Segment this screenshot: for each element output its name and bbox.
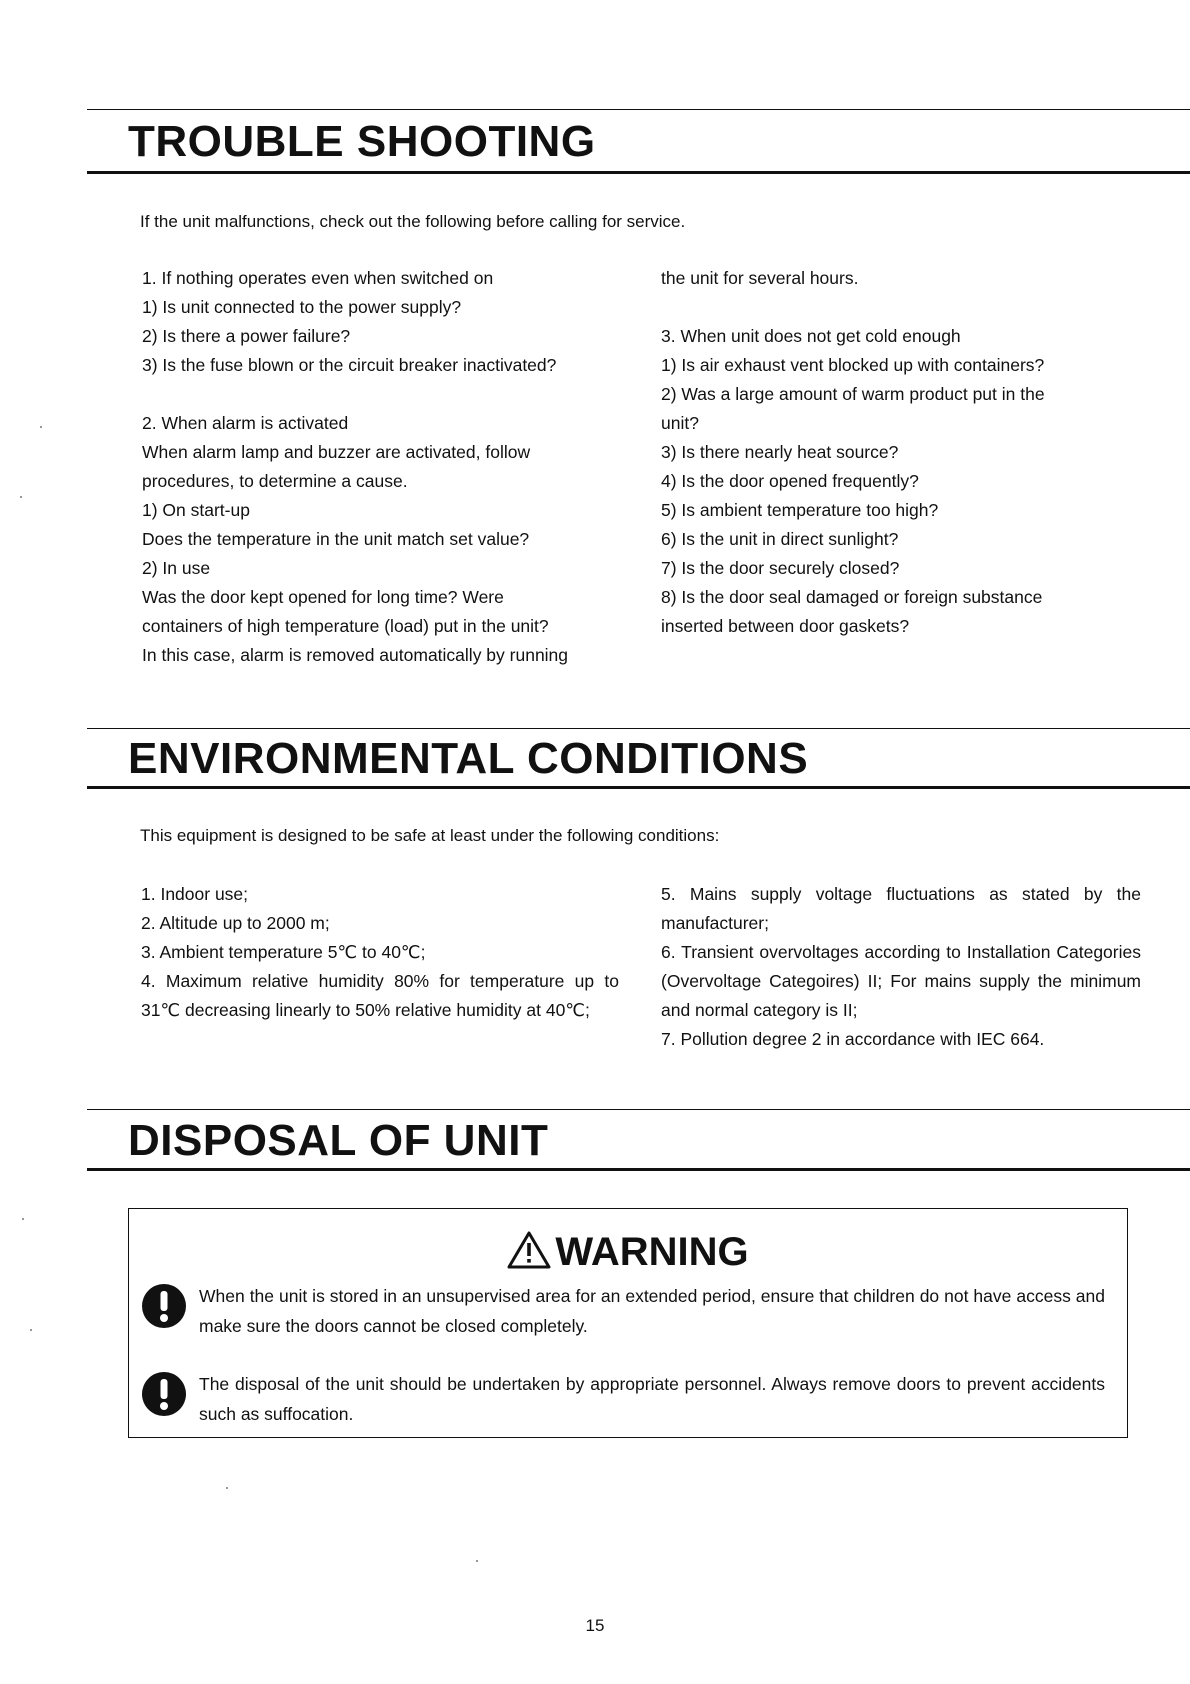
trouble-line: In this case, alarm is removed automatically by running <box>142 645 569 665</box>
trouble-top-rule <box>87 109 1190 110</box>
condition-item: 5. Mains supply voltage fluctuations as stated by the manufacturer; <box>661 884 1141 933</box>
page-number: 15 <box>585 1616 605 1635</box>
trouble-line: Was the door kept opened for long time? Were <box>142 587 504 607</box>
trouble-line: 4) Is the door opened frequently? <box>661 471 919 491</box>
condition-item: 6. Transient overvoltages according to Installation Categories (Overvoltage Categoires) II; For mains supply the minimum and normal category is II; <box>661 942 1141 1020</box>
trouble-line: Does the temperature in the unit match set value? <box>142 529 530 549</box>
environment-left-column <box>141 880 619 1025</box>
exclamation-icon <box>141 1371 187 1417</box>
environment-intro: This equipment is designed to be safe at least under the following conditions: <box>140 826 720 845</box>
condition-item: 1. Indoor use; <box>141 884 249 904</box>
warning-heading <box>129 1231 1127 1272</box>
condition-item: 2. Altitude up to 2000 m; <box>141 913 330 933</box>
trouble-line: 1) Is unit connected to the power supply? <box>142 297 462 317</box>
environment-right-column <box>661 880 1141 1054</box>
warning-item <box>141 1369 1105 1429</box>
scan-speck <box>40 426 42 428</box>
trouble-line: 1) On start-up <box>142 500 250 520</box>
condition-item: 3. Ambient temperature 5℃ to 40℃; <box>141 942 426 962</box>
trouble-line: 1. If nothing operates even when switched on <box>142 268 494 288</box>
trouble-line: 5) Is ambient temperature too high? <box>661 500 939 520</box>
trouble-line: 3) Is the fuse blown or the circuit breaker inactivated? <box>142 355 557 375</box>
disposal-bottom-rule <box>87 1168 1190 1171</box>
environmental-conditions-heading: ENVIRONMENTAL CONDITIONS <box>128 734 809 783</box>
trouble-bottom-rule <box>87 171 1190 174</box>
scan-speck <box>22 1218 24 1220</box>
warning-title: WARNING <box>555 1230 749 1274</box>
trouble-line: 1) Is air exhaust vent blocked up with containers? <box>661 355 1045 375</box>
trouble-line: 7) Is the door securely closed? <box>661 558 900 578</box>
trouble-right-column <box>661 264 1141 641</box>
exclamation-icon <box>141 1283 187 1329</box>
trouble-line: unit? <box>661 413 699 433</box>
trouble-line: 3) Is there nearly heat source? <box>661 442 899 462</box>
warning-text: The disposal of the unit should be undertaken by appropriate personnel. Always remove doors to prevent accidents such as suffocation. <box>199 1374 1105 1424</box>
trouble-line: containers of high temperature (load) put in the unit? <box>142 616 549 636</box>
scan-speck <box>30 1329 32 1331</box>
scan-speck <box>226 1487 228 1489</box>
scan-speck <box>20 496 22 498</box>
environment-bottom-rule <box>87 786 1190 789</box>
trouble-line: 8) Is the door seal damaged or foreign substance <box>661 587 1043 607</box>
disposal-top-rule <box>87 1109 1190 1110</box>
disposal-of-unit-heading: DISPOSAL OF UNIT <box>128 1116 549 1165</box>
spacer <box>142 380 622 409</box>
trouble-intro: If the unit malfunctions, check out the following before calling for service. <box>140 212 686 231</box>
warning-item <box>141 1281 1105 1341</box>
scan-speck <box>476 1560 478 1562</box>
trouble-line: 2. When alarm is activated <box>142 413 349 433</box>
trouble-line: the unit for several hours. <box>661 268 859 288</box>
condition-item: 4. Maximum relative humidity 80% for temperature up to 31℃ decreasing linearly to 50% relative humidity at 40℃; <box>141 971 619 1020</box>
trouble-line: 2) In use <box>142 558 211 578</box>
trouble-line: 2) Was a large amount of warm product put in the <box>661 384 1045 404</box>
trouble-line: inserted between door gaskets? <box>661 616 910 636</box>
warning-box <box>128 1208 1128 1438</box>
trouble-left-column <box>142 264 622 670</box>
warning-triangle-icon <box>507 1231 551 1269</box>
trouble-line: When alarm lamp and buzzer are activated, follow <box>142 442 531 462</box>
trouble-line: 3. When unit does not get cold enough <box>661 326 961 346</box>
warning-text: When the unit is stored in an unsupervised area for an extended period, ensure that children do not have access and make sure the doors cannot be closed completely. <box>199 1286 1105 1336</box>
condition-item: 7. Pollution degree 2 in accordance with IEC 664. <box>661 1029 1045 1049</box>
trouble-line: 6) Is the unit in direct sunlight? <box>661 529 899 549</box>
spacer <box>661 293 1141 322</box>
environment-top-rule <box>87 728 1190 729</box>
trouble-line: 2) Is there a power failure? <box>142 326 351 346</box>
trouble-line: procedures, to determine a cause. <box>142 471 408 491</box>
trouble-shooting-heading: TROUBLE SHOOTING <box>128 117 596 166</box>
